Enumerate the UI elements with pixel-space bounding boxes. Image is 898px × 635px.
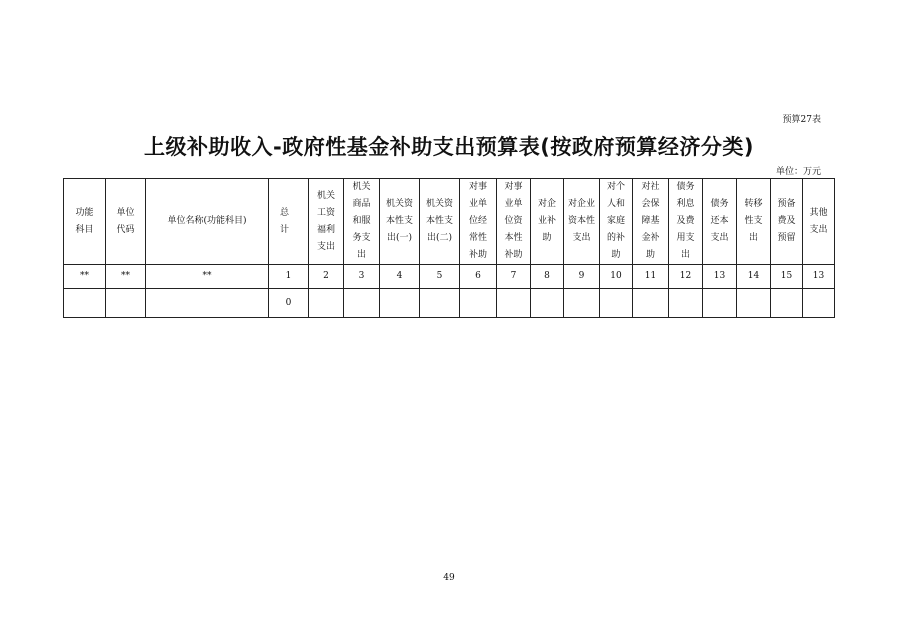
- header-function-subject: 功能科目: [64, 179, 106, 265]
- data-cell: [737, 289, 771, 318]
- header-col-15: 债务还本支出: [703, 179, 737, 265]
- header-unit-name: 单位名称(功能科目): [146, 179, 269, 265]
- header-col-14: 债务利息及费用支出: [669, 179, 703, 265]
- data-cell: [380, 289, 420, 318]
- code-cell: 8: [531, 265, 564, 289]
- data-cell: [703, 289, 737, 318]
- header-col-18: 其他支出: [803, 179, 835, 265]
- code-cell: 15: [771, 265, 803, 289]
- code-cell: 2: [309, 265, 344, 289]
- header-col-10: 对企业补助: [531, 179, 564, 265]
- header-col-16: 转移性支出: [737, 179, 771, 265]
- header-col-17: 预备费及预留: [771, 179, 803, 265]
- header-col-6: 机关资本性支出(一): [380, 179, 420, 265]
- data-cell: [633, 289, 669, 318]
- code-cell: **: [64, 265, 106, 289]
- table-row: [64, 289, 835, 318]
- data-cell: [771, 289, 803, 318]
- data-cell: [460, 289, 497, 318]
- code-cell: **: [106, 265, 146, 289]
- data-cell: [600, 289, 633, 318]
- code-cell: 13: [803, 265, 835, 289]
- data-cell: [803, 289, 835, 318]
- column-code-row: [64, 265, 835, 289]
- data-cell: [344, 289, 380, 318]
- code-cell: 3: [344, 265, 380, 289]
- code-cell: 14: [737, 265, 771, 289]
- header-total: 总 计: [269, 179, 309, 265]
- header-col-11: 对企业资本性支出: [564, 179, 600, 265]
- code-cell: 4: [380, 265, 420, 289]
- data-cell: [146, 289, 269, 318]
- data-cell: [420, 289, 460, 318]
- unit-label: 单位：万元: [775, 167, 821, 177]
- data-cell: [64, 289, 106, 318]
- header-col-5: 机关商品和服务支出: [344, 179, 380, 265]
- header-col-7: 机关资本性支出(二): [420, 179, 460, 265]
- code-cell: 6: [460, 265, 497, 289]
- data-cell: [669, 289, 703, 318]
- header-col-4: 机关工资福利支出: [309, 179, 344, 265]
- code-cell: 10: [600, 265, 633, 289]
- budget-table: [63, 178, 835, 318]
- page-number: 49: [443, 573, 455, 583]
- page-title: 上级补助收入-政府性基金补助支出预算表(按政府预算经济分类): [144, 135, 754, 159]
- data-cell: [106, 289, 146, 318]
- table-header-row: [64, 179, 835, 265]
- header-col-9: 对事业单位资本性补助: [497, 179, 531, 265]
- header-col-8: 对事业单位经常性补助: [460, 179, 497, 265]
- code-cell: **: [146, 265, 269, 289]
- header-col-13: 对社会保障基金补助: [633, 179, 669, 265]
- data-cell: [309, 289, 344, 318]
- code-cell: 13: [703, 265, 737, 289]
- data-cell: [497, 289, 531, 318]
- code-cell: 1: [269, 265, 309, 289]
- total-cell: 0: [269, 289, 309, 318]
- code-cell: 9: [564, 265, 600, 289]
- data-cell: [531, 289, 564, 318]
- code-cell: 11: [633, 265, 669, 289]
- data-cell: [564, 289, 600, 318]
- header-unit-code: 单位代码: [106, 179, 146, 265]
- header-col-12: 对个人和家庭的补助: [600, 179, 633, 265]
- form-number: 预算27表: [782, 115, 821, 125]
- code-cell: 5: [420, 265, 460, 289]
- code-cell: 7: [497, 265, 531, 289]
- code-cell: 12: [669, 265, 703, 289]
